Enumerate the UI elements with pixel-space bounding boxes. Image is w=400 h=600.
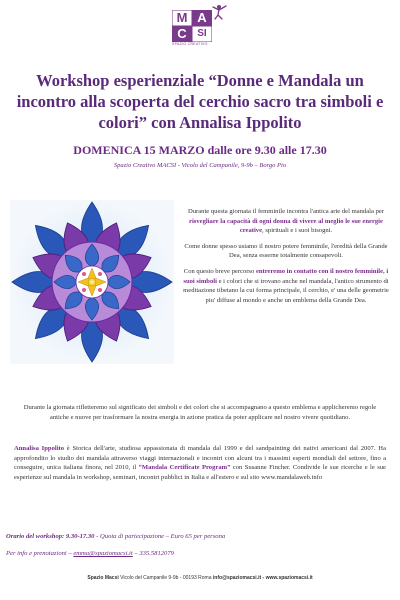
logo-tagline: SPAZIO CREATIVO xyxy=(172,42,208,46)
contact-line xyxy=(6,550,386,557)
schedule-hours: Orario del workshop: 9.30-17.30 xyxy=(6,533,95,540)
dancer-icon xyxy=(210,4,228,20)
speaker-name: Annalisa Ippolito xyxy=(14,445,65,452)
logo-letter-a: A xyxy=(197,10,207,25)
schedule-separator: - xyxy=(94,533,100,540)
contact-label: Per info e prenotazioni – xyxy=(6,550,74,557)
macsi-logo xyxy=(172,4,228,48)
intro-p1-text: Durante questa giornata il femminile incontra l'antica arte del mandala per xyxy=(188,208,384,215)
intro-p3-text: Con questo breve percorso xyxy=(183,267,256,275)
logo-letter-c: C xyxy=(177,26,187,41)
intro-p1-highlight: risvegliare la capacità di ogni donna di vivere al meglio le sue energie creative xyxy=(189,217,383,235)
intro-paragraph-1 xyxy=(182,207,390,236)
bio-text-2: con Susanne Fincher. Condivide le sue ricerche e le sue esperienze sul mandala in workshop, seminari, incontri pubblici in Italia e all'estero e sul sito www.mandalaweb.info xyxy=(14,464,386,481)
contact-phone: – 335.5812079 xyxy=(132,550,174,557)
intro-p3-highlight: entreremo in contatto con il nostro femminile, i suoi simboli xyxy=(183,267,389,285)
event-venue: Spazio Creativo MACSI - Vicolo del Campanile, 9-9b – Borgo Pio xyxy=(113,162,287,169)
logo-letter-m: M xyxy=(176,10,188,25)
mandala-illustration xyxy=(10,200,174,364)
intro-paragraph-2: Come donne spesso usiamo il nostro potere femminile, l'eredità della Grande Dea, senza esserne totalmente consapevoli. xyxy=(184,242,388,260)
footer-website-link[interactable]: - www.spaziomacsi.it xyxy=(261,575,313,581)
bio-text-1: è Storica dell'arte, studiosa appassionata di mandala dal 1999 e del sandpainting dei nativi americani dal 2007. Ha approfondito lo studio dei mandala attraverso viaggi internazionali e incontri con alcuni tra i massimi esperti mondiali del settore, fino a conseguire, unica italiana finora, nel 2010, il xyxy=(14,445,386,472)
footer-address: Vicolo del Campanile 9-9b - 00193 Roma xyxy=(118,575,213,581)
workshop-description: Durante la giornata rifletteremo sul significato dei simboli e dei colori che si accompagnano a questo emblema e applicheremo regole antiche e nuove per trasformare la nostra energia in azione pratica da poter applicare nel nostro vivere quotidiano. xyxy=(23,404,377,421)
schedule-line xyxy=(6,533,386,540)
footer xyxy=(10,575,390,581)
logo-letter-si: SI xyxy=(197,28,207,39)
intro-paragraph-3 xyxy=(182,267,390,305)
certificate-program: “Mandala Certificate Program” xyxy=(138,464,231,472)
mandala-image xyxy=(10,200,174,364)
footer-brand: Spazio Macsi xyxy=(87,575,119,581)
speaker-bio xyxy=(14,444,386,482)
participation-fee: Quota di partecipazione – Euro 65 per persona xyxy=(99,533,226,540)
intro-p1-text-end: , spirituali e i suoi bisogni. xyxy=(262,227,333,235)
contact-email-link[interactable]: emma@spaziomacsi.it xyxy=(73,550,133,557)
intro-column xyxy=(182,207,390,311)
intro-p3-text-end: e i colori che si trovano anche nel mandala, l'antico strumento di meditazione tibetano la cui forma principale, il cerchio, e' una delle geometrie piu' diffuse al mondo e anche un emblema della Grande Dea. xyxy=(183,277,389,304)
footer-email-link[interactable]: info@spaziomacsi.it xyxy=(212,575,262,581)
event-date: DOMENICA 15 MARZO dalle ore 9.30 alle 17.30 xyxy=(73,143,327,157)
event-title: Workshop esperienziale “Donne e Mandala un incontro alla scoperta del cerchio sacro tra simboli e colori” con Annalisa Ippolito xyxy=(16,71,384,132)
